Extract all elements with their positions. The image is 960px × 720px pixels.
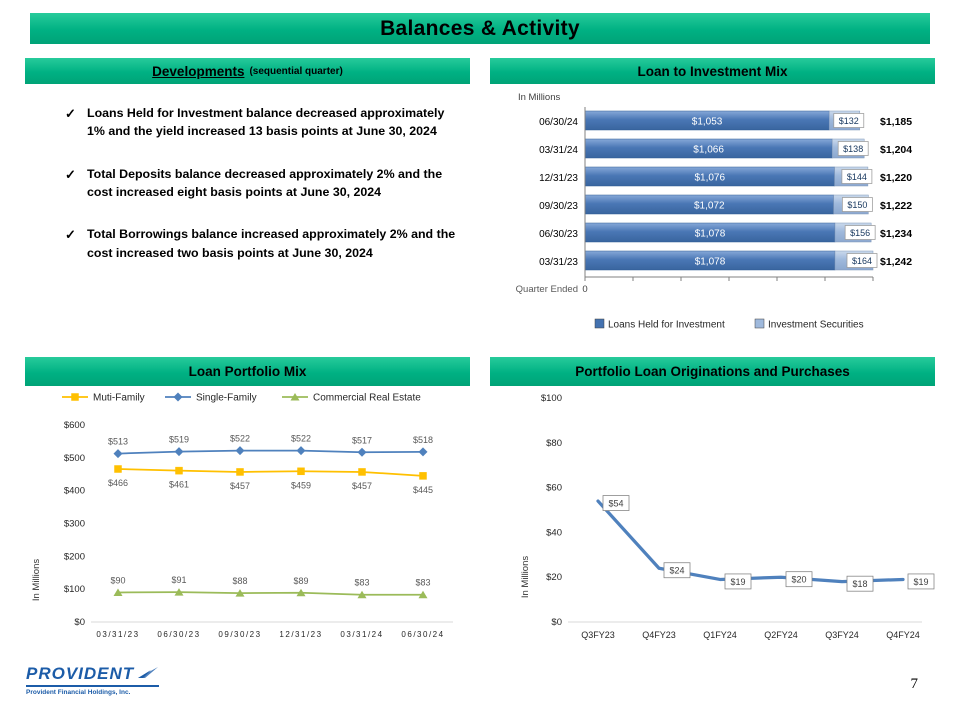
loan-portfolio-mix-chart — [25, 386, 470, 648]
loans-value-label: $1,066 — [693, 144, 724, 156]
x-tick-label: 03/31/24 — [340, 630, 384, 639]
data-point-marker — [298, 468, 305, 475]
securities-value-label: $150 — [847, 200, 868, 210]
point-label: $19 — [913, 576, 929, 587]
checkmark-icon: ✓ — [65, 106, 76, 121]
data-point-marker — [174, 393, 183, 402]
point-label: $83 — [354, 577, 370, 588]
point-label: $459 — [290, 480, 312, 491]
development-bullet — [65, 225, 464, 262]
category-label: 06/30/24 — [539, 117, 578, 128]
data-point-marker — [72, 394, 79, 401]
provident-logo — [26, 664, 159, 696]
development-bullet — [65, 104, 464, 141]
category-label: 06/30/23 — [539, 229, 578, 240]
legend-label: Muti-Family — [93, 392, 145, 404]
legend-label: Loans Held for Investment — [608, 319, 725, 331]
x-tick-label: 12/31/23 — [279, 630, 323, 639]
slide-title-bar — [30, 13, 930, 44]
originations-title: Portfolio Loan Originations and Purchases — [575, 364, 850, 379]
logo-row — [26, 664, 159, 687]
data-point-marker — [420, 472, 427, 479]
data-point-marker — [297, 446, 306, 455]
legend-label: Commercial Real Estate — [313, 392, 421, 404]
securities-value-label: $138 — [843, 144, 864, 154]
line-series — [118, 451, 423, 454]
slide-title: Balances & Activity — [380, 16, 580, 40]
total-label: $1,222 — [880, 200, 913, 212]
origin-tick-label: 0 — [582, 284, 588, 295]
point-label: $18 — [852, 579, 868, 590]
x-tick-label: Q4FY23 — [642, 630, 676, 640]
point-label: $24 — [669, 565, 685, 576]
data-point-marker — [359, 468, 366, 475]
y-axis-label: In Millions — [31, 558, 42, 602]
line-series — [118, 592, 423, 595]
loan-portfolio-mix-panel — [25, 357, 470, 657]
point-label: $522 — [290, 433, 312, 444]
x-axis-title: Quarter Ended — [515, 284, 578, 295]
y-tick-label: $0 — [74, 617, 85, 628]
y-tick-label: $80 — [546, 437, 562, 449]
loans-value-label: $1,072 — [693, 200, 725, 212]
point-label: $518 — [412, 434, 434, 445]
logo-flag-icon — [137, 666, 159, 684]
data-point-marker — [419, 447, 428, 456]
category-label: 09/30/23 — [539, 201, 578, 212]
loan-portfolio-mix-header — [25, 357, 470, 386]
point-label: $54 — [608, 498, 624, 509]
developments-title: Developments — [152, 63, 245, 79]
total-label: $1,185 — [880, 116, 913, 128]
securities-value-label: $164 — [851, 256, 873, 266]
point-label: $457 — [229, 480, 251, 491]
x-tick-label: Q4FY24 — [886, 630, 920, 640]
loans-value-label: $1,053 — [691, 116, 723, 128]
originations-header — [490, 357, 935, 386]
y-tick-label: $40 — [546, 527, 562, 539]
point-label: $517 — [351, 435, 373, 446]
loans-value-label: $1,078 — [694, 256, 726, 268]
loans-value-label: $1,076 — [694, 172, 726, 184]
point-label: $519 — [168, 434, 190, 445]
y-tick-label: $600 — [63, 420, 85, 431]
total-label: $1,234 — [880, 228, 913, 240]
data-point-marker — [176, 467, 183, 474]
y-tick-label: $100 — [63, 584, 85, 596]
line-series — [598, 498, 903, 582]
y-tick-label: $300 — [63, 518, 85, 530]
y-tick-label: $0 — [551, 617, 562, 628]
point-label: $522 — [229, 433, 251, 444]
point-label: $445 — [412, 484, 434, 495]
legend-label: Investment Securities — [768, 319, 864, 331]
point-label: $19 — [730, 576, 746, 587]
total-label: $1,242 — [880, 256, 913, 268]
total-label: $1,220 — [880, 172, 913, 184]
loans-value-label: $1,078 — [694, 228, 726, 240]
securities-value-label: $144 — [846, 172, 867, 182]
legend-swatch — [595, 319, 604, 328]
y-tick-label: $60 — [546, 482, 562, 494]
bullet-text: Total Borrowings balance increased approximately 2% and the cost increased two basis points at June 30, 2024 — [87, 227, 456, 260]
x-tick-label: Q3FY23 — [581, 630, 615, 640]
line-series — [118, 469, 423, 476]
point-label: $89 — [293, 575, 309, 586]
data-point-marker — [115, 465, 122, 472]
checkmark-icon: ✓ — [65, 166, 76, 182]
point-label: $90 — [110, 575, 126, 586]
y-tick-label: $400 — [63, 485, 85, 497]
securities-value-label: $156 — [850, 228, 871, 238]
data-point-marker — [237, 468, 244, 475]
point-label: $513 — [107, 436, 129, 447]
x-tick-label: 03/31/23 — [96, 630, 140, 639]
y-axis-label: In Millions — [520, 555, 531, 599]
data-point-marker — [114, 449, 123, 458]
data-point-marker — [358, 448, 367, 457]
x-tick-label: Q1FY24 — [703, 630, 737, 640]
loan-portfolio-mix-title: Loan Portfolio Mix — [188, 364, 307, 379]
point-label: $461 — [168, 479, 190, 490]
x-tick-label: 06/30/24 — [401, 630, 445, 639]
securities-value-label: $132 — [838, 116, 859, 126]
bullet-text: Loans Held for Investment balance decreased approximately 1% and the yield increased 13 basis points at June 30, 2024 — [87, 106, 445, 139]
legend-label: Single-Family — [196, 392, 257, 404]
point-label: $88 — [232, 576, 248, 587]
data-point-marker — [175, 447, 184, 456]
x-tick-label: Q3FY24 — [825, 630, 859, 640]
checkmark-icon: ✓ — [65, 227, 76, 243]
y-tick-label: $20 — [546, 572, 562, 584]
developments-header — [25, 58, 470, 84]
provident-wordmark: PROVIDENT — [26, 664, 135, 683]
point-label: $20 — [791, 574, 807, 585]
point-label: $466 — [107, 477, 129, 488]
category-label: 12/31/23 — [539, 173, 578, 184]
bullet-text: Total Deposits balance decreased approximately 2% and the cost increased eight basis points at June 30, 2024 — [87, 166, 443, 200]
y-tick-label: $200 — [63, 551, 85, 563]
logo-subtext: Provident Financial Holdings, Inc. — [26, 689, 131, 696]
loan-to-investment-mix-panel — [490, 58, 935, 350]
legend-swatch — [755, 319, 764, 328]
point-label: $457 — [351, 480, 373, 491]
originations-panel — [490, 357, 935, 657]
x-tick-label: 06/30/23 — [157, 630, 201, 639]
y-tick-label: $100 — [540, 393, 562, 404]
developments-panel — [25, 58, 470, 350]
category-label: 03/31/24 — [539, 145, 578, 156]
x-tick-label: Q2FY24 — [764, 630, 798, 640]
total-label: $1,204 — [880, 144, 913, 156]
x-tick-label: 09/30/23 — [218, 630, 262, 639]
development-bullet — [65, 165, 464, 202]
developments-title-note: (sequential quarter) — [249, 65, 343, 77]
loan-to-investment-mix-title: Loan to Investment Mix — [637, 63, 788, 79]
originations-chart — [490, 386, 935, 648]
point-label: $91 — [171, 575, 187, 586]
point-label: $83 — [415, 577, 431, 588]
developments-list — [25, 104, 470, 262]
page-number: 7 — [910, 676, 918, 692]
units-label: In Millions — [518, 92, 561, 103]
loan-to-investment-mix-header — [490, 58, 935, 84]
category-label: 03/31/23 — [539, 257, 578, 268]
loan-to-investment-mix-chart — [490, 105, 935, 341]
data-point-marker — [236, 446, 245, 455]
y-tick-label: $500 — [63, 452, 85, 464]
